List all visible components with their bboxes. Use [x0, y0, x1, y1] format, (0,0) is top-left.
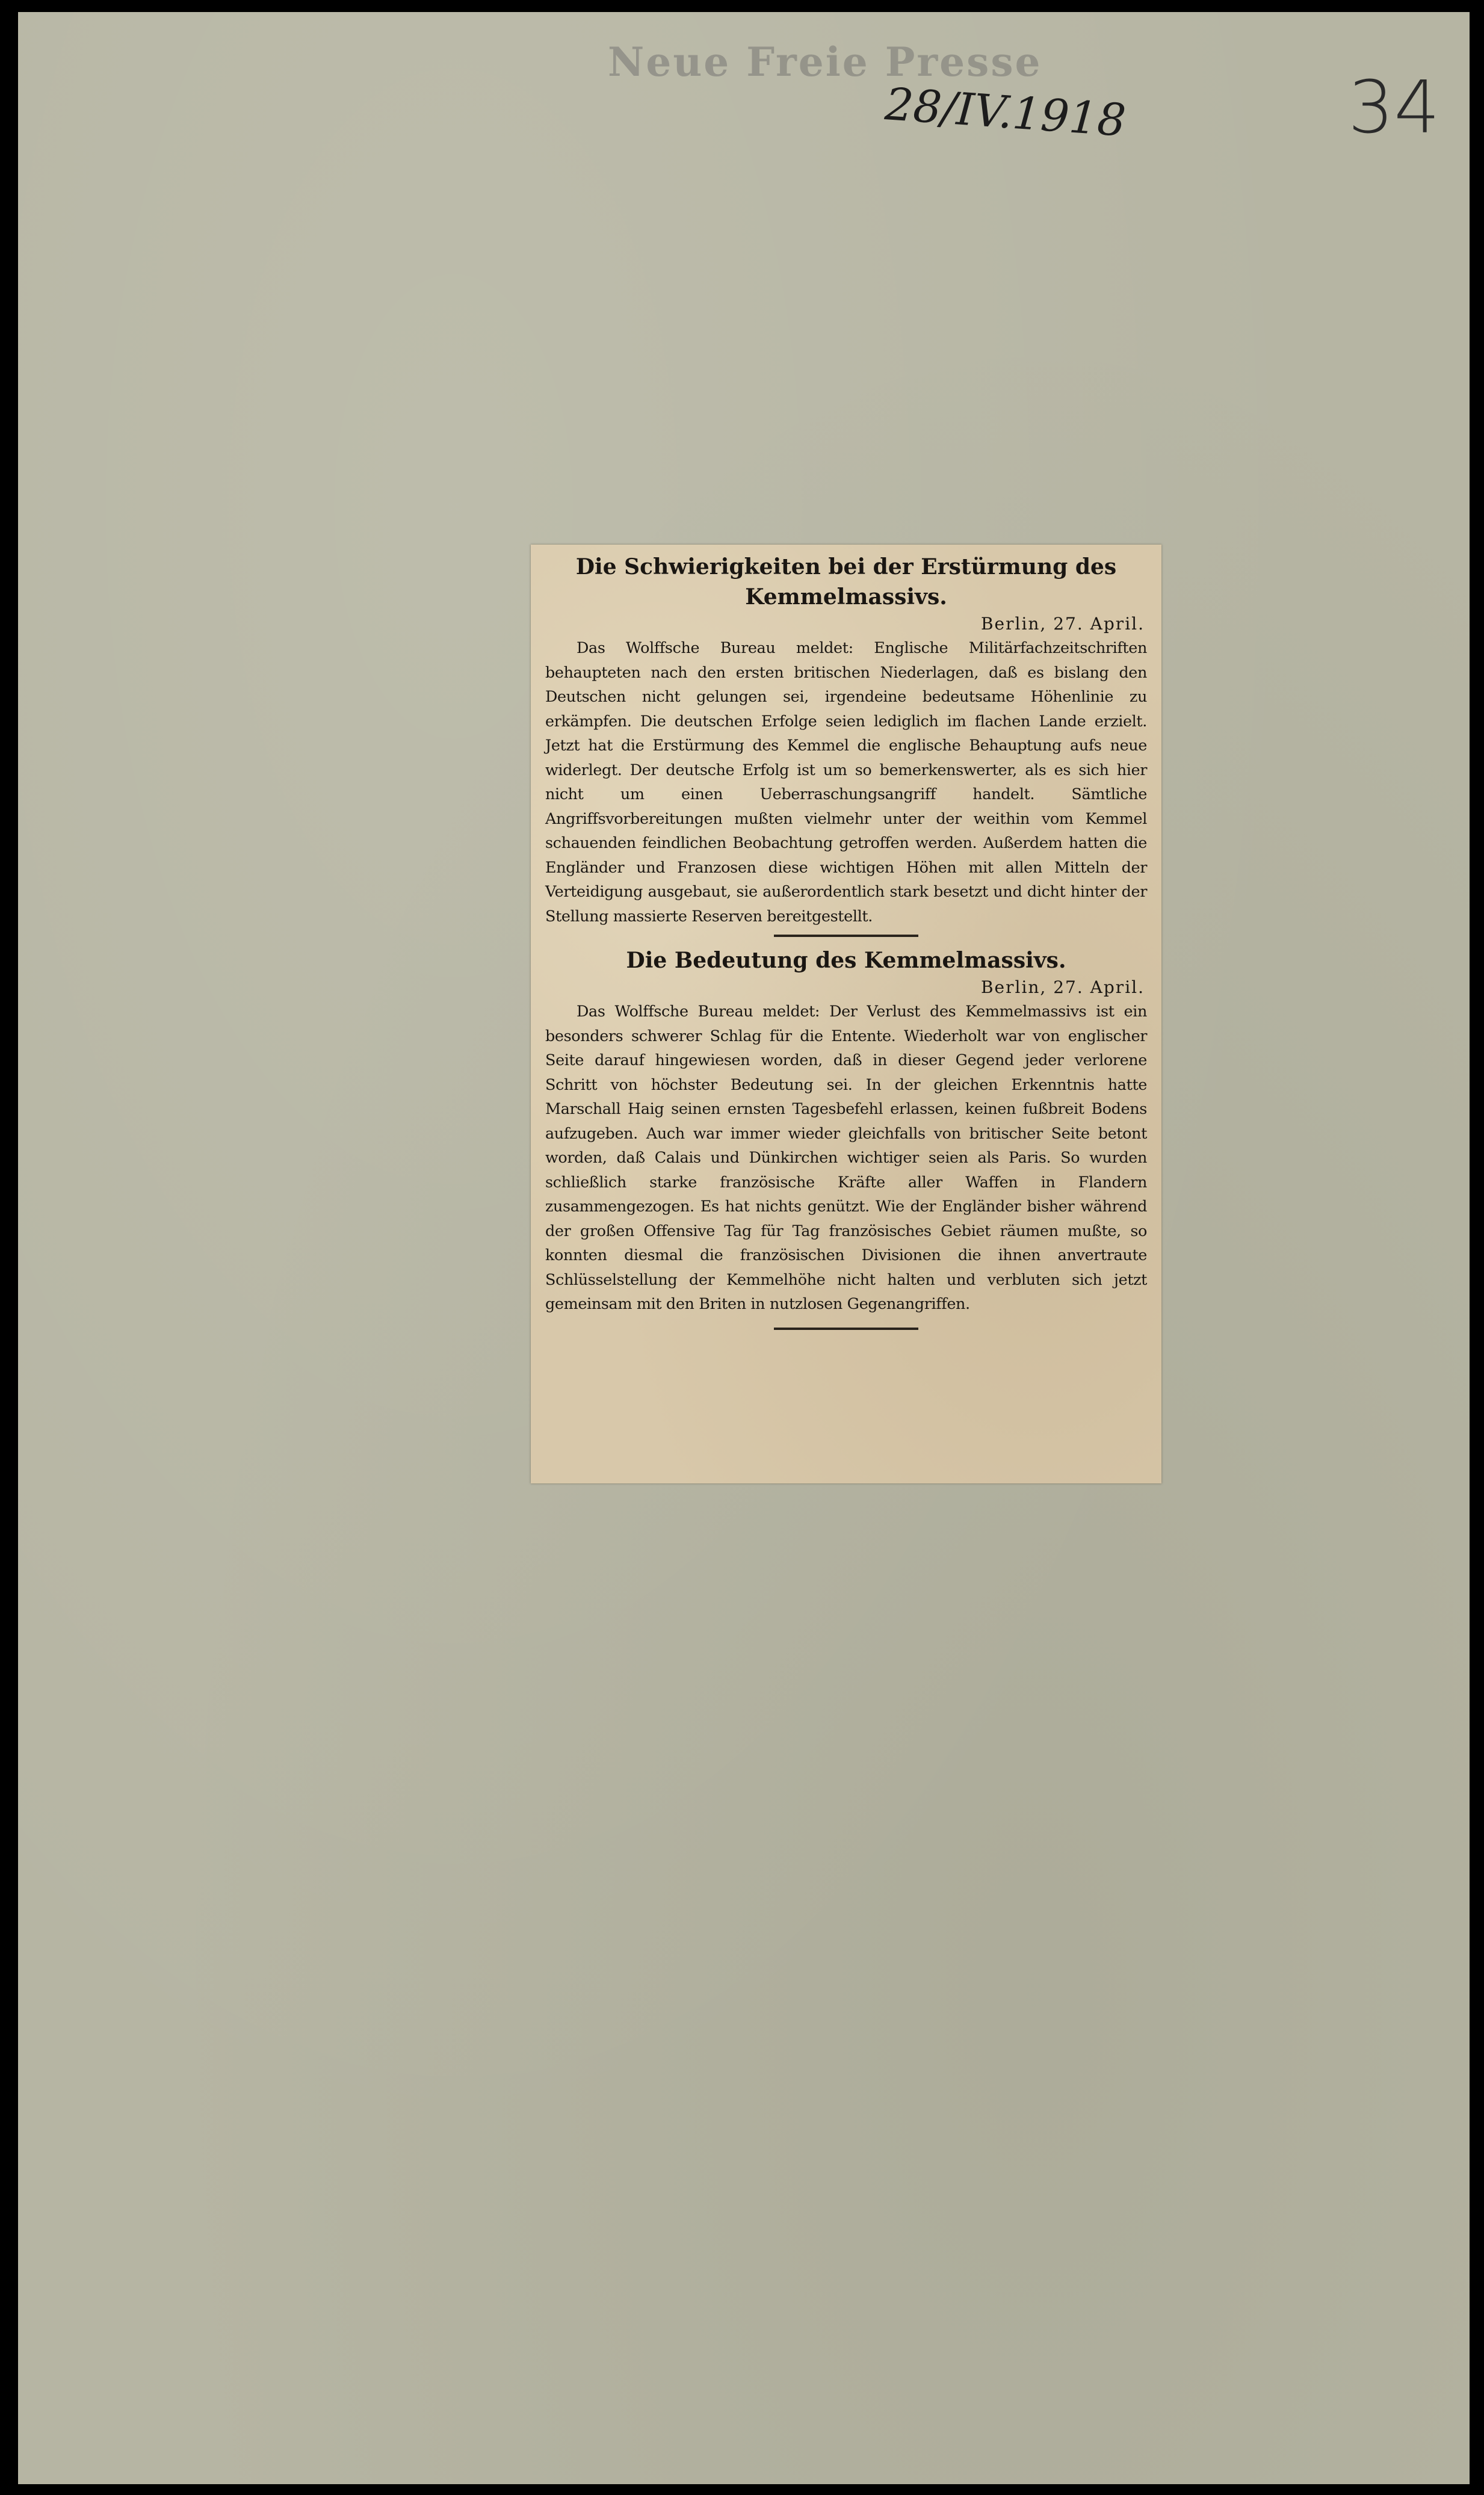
article-1-headline: Die Schwierigkeiten bei der Erstürmung des Kemmelmassivs.	[575, 554, 1117, 610]
handwritten-date: 28/IV.1918	[883, 78, 1128, 147]
newspaper-stamp: Neue Freie Presse	[608, 39, 1042, 85]
article-2-dateline: Berlin, 27. April.	[980, 977, 1145, 997]
handwritten-page-number: 34	[1348, 66, 1440, 150]
article-2	[545, 945, 1147, 1317]
archive-sheet	[18, 12, 1470, 2484]
article-1-dateline: Berlin, 27. April.	[980, 614, 1145, 634]
article-2-body: Das Wolffsche Bureau meldet: Der Verlust des Kemmelmassivs ist ein besonders schwerer Schlag für die Entente. Wiederholt war von englischer Seite darauf hingewiesen worden, daß in dieser Gegend jeder verlorene Schritt von höchster Bedeutung sei. In der gleichen Erkenntnis hatte Marschall Haig seinen ernsten Tagesbefehl erlassen, keinen fußbreit Bodens aufzugeben. Auch war immer wieder gleichfalls von britischer Seite betont worden, daß Calais und Dünkirchen wichtiger seien als Paris. So wurden schließlich starke französische Kräfte aller Waffen in Flandern zusammengezogen. Es hat nichts genützt. Wie der Engländer bisher während der großen Offensive Tag für Tag französisches Gebiet räumen mußte, so konnten diesmal die französischen Divisionen die ihnen anvertraute Schlüsselstellung der Kemmelhöhe nicht halten und verbluten sich jetzt gemeinsam mit den Briten in nutzlosen Gegenangriffen.	[545, 1003, 1147, 1313]
article-divider	[774, 935, 918, 937]
closing-rule	[774, 1328, 918, 1330]
article-1-body: Das Wolffsche Bureau meldet: Englische Militärfachzeitschriften behaupteten nach den ersten britischen Niederlagen, daß es bislang den Deutschen nicht gelungen sei, irgendeine bedeutsame Höhenlinie zu erkämpfen. Die deutschen Erfolge seien lediglich im flachen Lande erzielt. Jetzt hat die Erstürmung des Kemmel die englische Behauptung aufs neue widerlegt. Der deutsche Erfolg ist um so bemerkenswerter, als es sich hier nicht um einen Ueberraschungsangriff handelt. Sämtliche Angriffsvorbereitungen mußten vielmehr unter der weithin vom Kemmel schauenden feindlichen Beobachtung getroffen werden. Außerdem hatten die Engländer und Franzosen diese wichtigen Höhen mit allen Mitteln der Verteidigung ausgebaut, sie außerordentlich stark besetzt und dicht hinter der Stellung massierte Reserven bereitgestellt.	[545, 639, 1147, 926]
article-2-headline: Die Bedeutung des Kemmelmassivs.	[626, 948, 1066, 973]
newspaper-clipping	[531, 545, 1161, 1483]
article-1	[545, 552, 1147, 929]
